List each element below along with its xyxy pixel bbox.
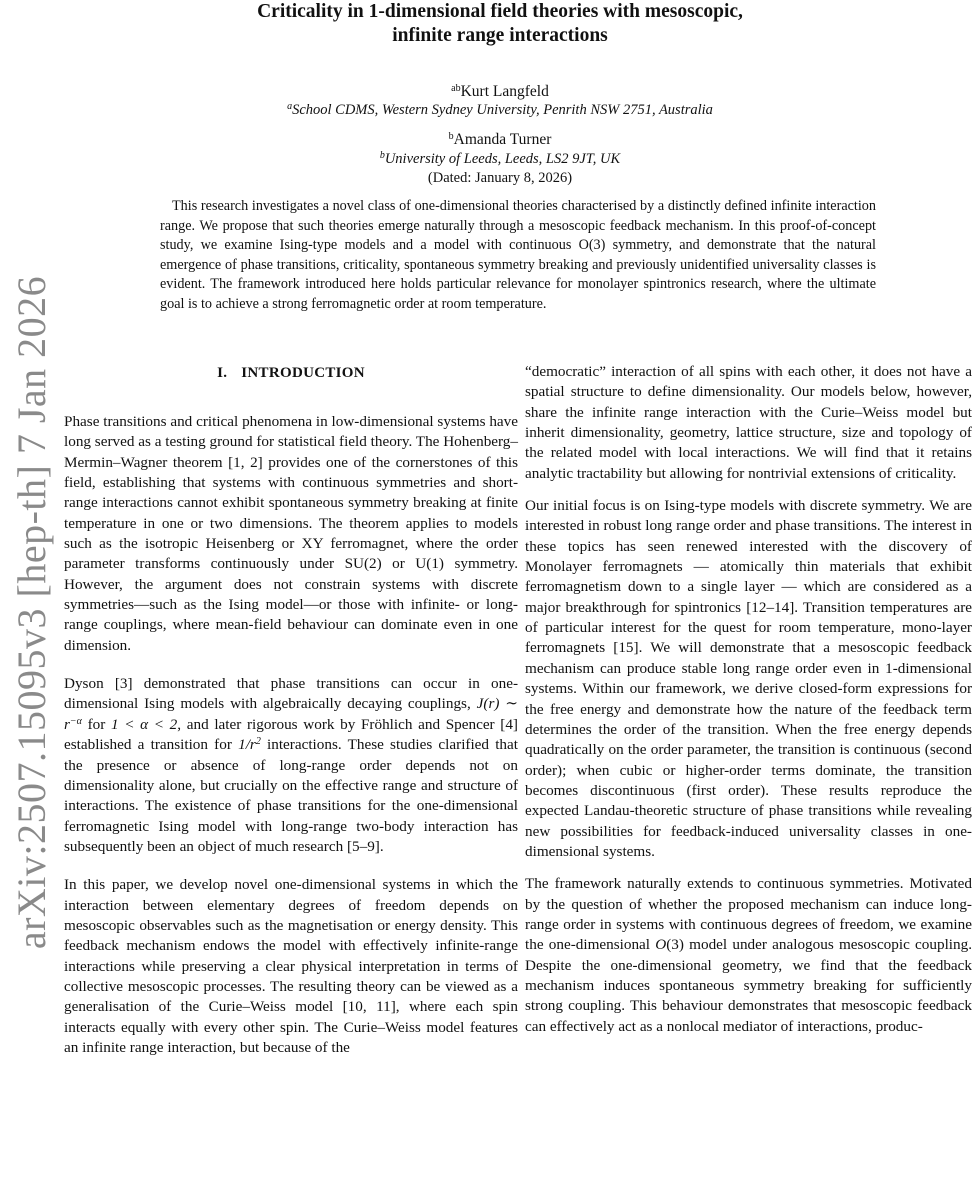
text-run: for (81, 715, 111, 733)
author-1 (150, 82, 850, 101)
author-2 (150, 130, 850, 149)
affiliation-2 (150, 150, 850, 169)
section-heading-introduction (64, 362, 518, 384)
text-run: Dyson [3] demonstrated that phase transitions can occur in one-dimensional Ising models with algebraically decaying couplings, (64, 675, 518, 713)
affiliation-1 (150, 101, 850, 120)
author-1-name: Kurt Langfeld (460, 83, 549, 100)
right-column (525, 362, 972, 1055)
text-run: The framework naturally extends to continuous symmetries. Motivated by the question of whether the proposed mechanism can induce long-range order in systems with continuous degrees of freedom, we examine the one-dimensional (525, 875, 972, 954)
arxiv-identifier-stamp (4, 275, 60, 949)
math-text: 1/r (238, 736, 256, 754)
author-1-superscript: ab (451, 83, 461, 94)
math-text: J(r) ∼ r (64, 695, 518, 733)
title-line-2: infinite range interactions (392, 25, 608, 46)
math-inverse-square (238, 736, 261, 753)
intro-paragraph-6 (525, 874, 972, 1037)
affiliation-1-text: School CDMS, Western Sydney University, Penrith NSW 2751, Australia (292, 102, 713, 118)
author-2-superscript: b (448, 131, 454, 142)
date-line: (Dated: January 8, 2026) (427, 170, 573, 186)
intro-paragraph-5: Our initial focus is on Ising-type models with discrete symmetry. We are interested in robust long range order and phase transitions. The interest in these topics has seen renewed interested with the discovery of Monolayer ferromagnets — atomically thin materials that exhibit ferromagnetism down to a single layer — which are considered as a major breakthrough for spintronics [12–14]. Transition temperatures are of particular interest for the quest for room temperature, mono-layer ferromagnets [15]. We will demonstrate that a mesoscopic feedback mechanism can produce stable long range order even in 1-dimensional systems. Within our framework, we derive closed-form expressions for the free energy and demonstrate how the nature of the feedback term determines the order of the transition. When the free energy depends quadratically on the order parameter, the transition is continuous (second order); when cubic or higher-order terms dominate, the transition becomes discontinuous (first order). These results reproduce the expected Landau-theoretic structure of phase transitions while revealing new possibilities for feedback-induced universality classes in one-dimensional systems. (525, 497, 972, 860)
affiliation-1-superscript: a (287, 101, 293, 112)
intro-paragraph-4: “democratic” interaction of all spins with each other, it does not have a spatial structure to define dimensionality. Our models below, however, share the infinite range interaction with the Curie–Weiss model but inherit dimensionality, geometry, lattice structure, size and topology of the related model with local interactions. We will find that it retains analytic tractability but allowing for nontrivial extensions of criticality. (525, 363, 972, 482)
text-run: , and later rigorous work by Fröhlich and Spencer [4] established a transition for (64, 715, 518, 754)
math-o3-symbol: O (655, 936, 667, 954)
abstract: This research investigates a novel class of one-dimensional theories characterised by a distinctly defined infinite interaction range. We propose that such theories emerge naturally through a mesoscopic feedback mechanism. In this proof-of-concept study, we examine Ising-type models and a model with continuous O(3) symmetry, and demonstrate that the natural emergence of phase transitions, criticality, spontaneous symmetry breaking and previously unidentified universality classes is evident. The framework introduced here holds particular relevance for monolayer spintronics research, where the ultimate goal is to achieve a strong ferromagnetic order at room temperature. (160, 198, 876, 312)
arxiv-id-text: arXiv:2507.15095v3 [hep-th] 7 Jan 2026 (9, 275, 55, 949)
math-alpha-range: 1 < α < 2 (110, 715, 178, 733)
intro-paragraph-1: Phase transitions and critical phenomena in low-dimensional systems have long served as a testing ground for statistical field theory. The Hohenberg–Mermin–Wagner theorem [1, 2] provides one of the cornerstones of this field, establishing that systems with continuous symmetries and short-range interactions cannot exhibit spontaneous symmetry breaking at finite temperature in one or two dimensions. The theorem applies to models such as the isotropic Heisenberg or XY ferromagnet, where the order parameter transforms continuously under SU(2) or U(1) symmetry. However, the argument does not constrain systems with discrete symmetries—such as the Ising model—or those with infinite- or long-range couplings, where mean-field behaviour can dominate even in one dimension. (64, 413, 518, 654)
intro-paragraph-2 (64, 674, 518, 857)
left-column (64, 362, 518, 1076)
paper-title (150, 0, 850, 48)
text-run: model under analogous mesoscopic coupling. Despite the one-dimensional geometry, we find that the feedback mechanism induces spontaneous symmetry breaking for sufficiently strong coupling. This behaviour demonstrates that mesoscopic feedback can effectively act as a nonlocal mediator of interactions, produc- (525, 936, 972, 1035)
intro-paragraph-3: In this paper, we develop novel one-dimensional systems in which the interaction between elementary degrees of freedom depends on mesoscopic observables such as the magnetisation or energy density. This feedback mechanism endows the model with effectively infinite-range interactions while preserving a clear physical interpretation in terms of collective mesoscopic processes. The resulting theory can be viewed as a generalisation of the Curie–Weiss model [10, 11], where each spin interacts equally with every other spin. The Curie–Weiss model features an infinite range interaction, but because of the (64, 876, 518, 1056)
author-2-name: Amanda Turner (453, 131, 552, 148)
section-title: INTRODUCTION (241, 365, 365, 381)
affiliation-2-text: University of Leeds, Leeds, LS2 9JT, UK (384, 151, 621, 167)
math-o3-argument: (3) (666, 936, 684, 954)
math-exponent: 2 (255, 736, 261, 748)
section-number: I. (217, 365, 228, 381)
math-exponent: −α (69, 715, 82, 727)
text-run: interactions. These studies clarified that the presence or absence of long-range order depends not on dimensionality alone, but crucially on the effective range and structure of interactions. The existence of phase transitions for the one-dimensional ferromagnetic Ising model with long-range two-body interaction has subsequently been an object of much research [5–9]. (64, 736, 518, 855)
title-line-1: Criticality in 1-dimensional field theories with mesoscopic, (257, 1, 743, 22)
affiliation-2-superscript: b (379, 150, 385, 161)
